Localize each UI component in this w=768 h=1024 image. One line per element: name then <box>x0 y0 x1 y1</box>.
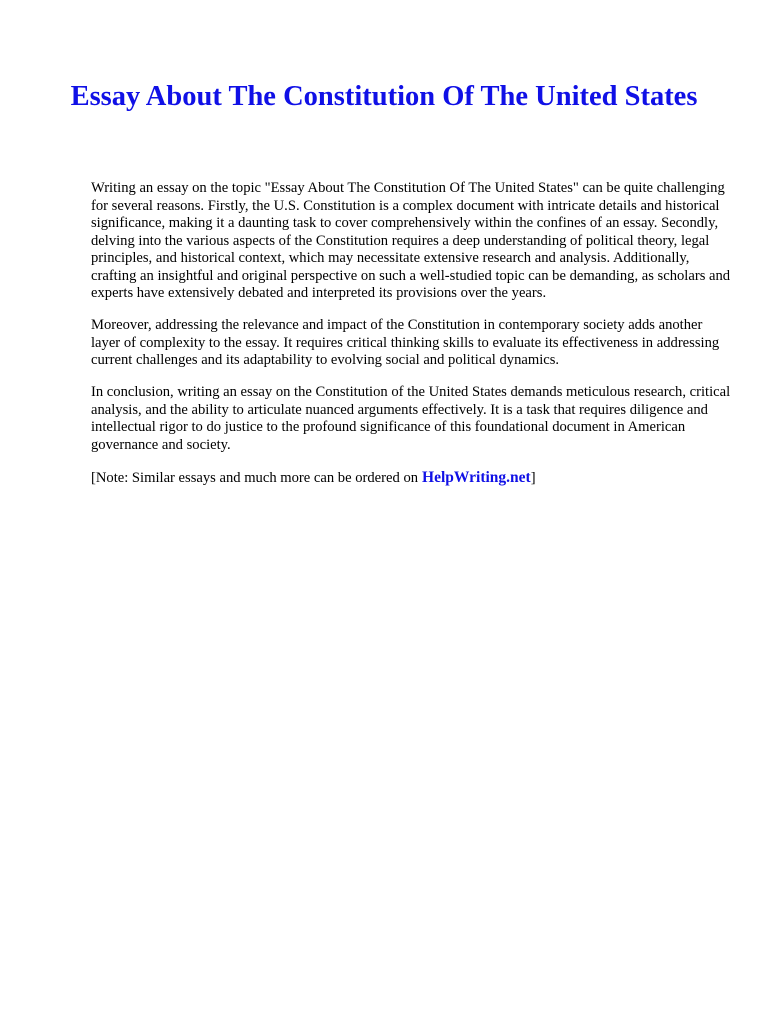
paragraph-conclusion: In conclusion, writing an essay on the Constitution of the United States demands meticulous research, critical analysis, and the ability to articulate nuanced arguments effectively. It is a task that requires diligence and intellectual rigor to do justice to the profound significance of this foundational document in American governance and society. <box>91 384 731 453</box>
helpwriting-link[interactable]: HelpWriting.net <box>422 468 531 486</box>
note-suffix: ] <box>530 469 536 486</box>
note-prefix: [Note: Similar essays and much more can be ordered on <box>91 469 419 486</box>
paragraph-intro: Writing an essay on the topic "Essay About The Constitution Of The United States" can be quite challenging for several reasons. Firstly, the U.S. Constitution is a complex document with intricate details and historical significance, making it a daunting task to cover comprehensively within the confines of an essay. Secondly, delving into the various aspects of the Constitution requires a deep understanding of political theory, legal principles, and historical context, which may necessitate extensive research and analysis. Additionally, crafting an insightful and original perspective on such a well-studied topic can be demanding, as scholars and experts have extensively debated and interpreted its provisions over the years. <box>91 180 731 301</box>
document-body <box>91 180 731 502</box>
note-line <box>91 469 731 488</box>
paragraph-moreover: Moreover, addressing the relevance and impact of the Constitution in contemporary society adds another layer of complexity to the essay. It requires critical thinking skills to evaluate its effectiveness in addressing current challenges and its adaptability to evolving social and political dynamics. <box>91 317 720 368</box>
document-title: Essay About The Constitution Of The United States <box>70 81 698 112</box>
